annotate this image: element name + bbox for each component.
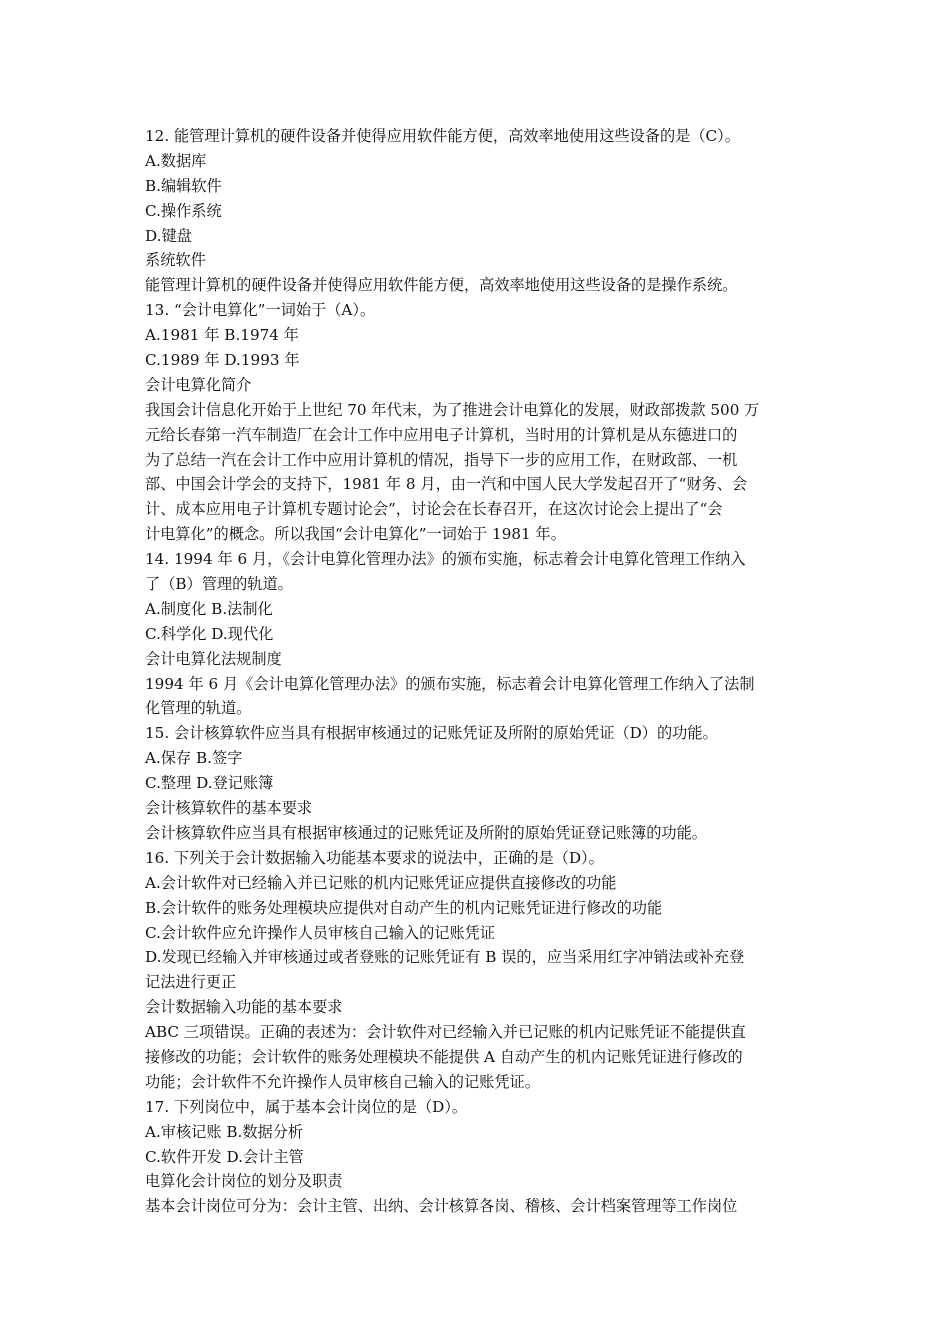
option-d-cont: 记法进行更正 — [145, 973, 237, 992]
explanation-line: 计、成本应用电子计算机专题讨论会”，讨论会在长春召开，在这次讨论会上提出了“会 — [145, 500, 723, 519]
option-c: C.会计软件应允许操作人员审核自己输入的记账凭证 — [145, 923, 496, 942]
option-d: D.发现已经输入并审核通过或者登账的记账凭证有 B 误的，应当采用红字冲销法或补充登 — [145, 948, 745, 967]
option-b: B.编辑软件 — [145, 176, 222, 195]
options-ab: A.制度化 B.法制化 — [145, 599, 273, 618]
options-cd: C.整理 D.登记账簿 — [145, 774, 274, 793]
explanation-line: 我国会计信息化开始于上世纪 70 年代末，为了推进会计电算化的发展，财政部拨款 500 万 — [145, 400, 760, 419]
explanation-line: 接修改的功能；会计软件的账务处理模块不能提供 A 自动产生的机内记账凭证进行修改的 — [145, 1047, 743, 1066]
options-cd: C.科学化 D.现代化 — [145, 624, 274, 643]
explanation-line: 部、中国会计学会的支持下，1981 年 8 月，由一汽和中国人民大学发起召开了“财务、会 — [145, 475, 748, 494]
question-16-stem: 16. 下列关于会计数据输入功能基本要求的说法中，正确的是（D）。 — [145, 848, 604, 867]
topic-heading: 系统软件 — [145, 251, 206, 270]
explanation-line: 1994 年 6 月《会计电算化管理办法》的颁布实施，标志着会计电算化管理工作纳入了法制 — [145, 674, 755, 693]
explanation-line: 计电算化”的概念。所以我国“会计电算化”一词始于 1981 年。 — [145, 525, 566, 544]
options-cd: C.软件开发 D.会计主管 — [145, 1147, 304, 1166]
explanation-line: 元给长春第一汽车制造厂在会计工作中应用电子计算机，当时用的计算机是从东德进口的 — [145, 425, 738, 444]
options-ab: A.审核记账 B.数据分析 — [145, 1122, 304, 1141]
option-d: D.键盘 — [145, 226, 192, 245]
question-13-stem: 13. “会计电算化”一词始于（A）。 — [145, 301, 376, 320]
question-14-stem: 14. 1994 年 6 月，《会计电算化管理办法》的颁布实施，标志着会计电算化管理工作纳入 — [145, 550, 746, 569]
explanation-line: 功能；会计软件不允许操作人员审核自己输入的记账凭证。 — [145, 1072, 540, 1091]
explanation-line: 为了总结一汽在会计工作中应用计算机的情况，指导下一步的应用工作，在财政部、一机 — [145, 450, 738, 469]
topic-heading: 电算化会计岗位的划分及职责 — [145, 1172, 343, 1191]
question-15-stem: 15. 会计核算软件应当具有根据审核通过的记账凭证及所附的原始凭证（D）的功能。 — [145, 724, 718, 743]
topic-heading: 会计电算化法规制度 — [145, 649, 282, 668]
explanation-line: ABC 三项错误。正确的表述为：会计软件对已经输入并已记账的机内记账凭证不能提供直 — [145, 1023, 746, 1042]
explanation-line: 化管理的轨道。 — [145, 699, 252, 718]
explanation-line: 基本会计岗位可分为：会计主管、出纳、会计核算各岗、稽核、会计档案管理等工作岗位 — [145, 1197, 738, 1216]
explanation-line: 会计核算软件应当具有根据审核通过的记账凭证及所附的原始凭证登记账簿的功能。 — [145, 823, 707, 842]
explanation-line: 能管理计算机的硬件设备并使得应用软件能方便，高效率地使用这些设备的是操作系统。 — [145, 276, 738, 295]
question-12-stem: 12. 能管理计算机的硬件设备并使得应用软件能方便，高效率地使用这些设备的是（C）。 — [145, 127, 740, 145]
topic-heading: 会计电算化简介 — [145, 375, 252, 394]
option-a: A.会计软件对已经输入并已记账的机内记账凭证应提供直接修改的功能 — [145, 873, 617, 892]
options-ab: A.保存 B.签字 — [145, 749, 243, 768]
option-b: B.会计软件的账务处理模块应提供对自动产生的机内记账凭证进行修改的功能 — [145, 898, 663, 917]
option-a: A.数据库 — [145, 151, 207, 170]
option-c: C.操作系统 — [145, 201, 222, 220]
question-14-stem-cont: 了（B）管理的轨道。 — [145, 575, 293, 594]
document-page — [145, 124, 810, 1219]
options-ab: A.1981 年 B.1974 年 — [145, 326, 299, 345]
topic-heading: 会计数据输入功能的基本要求 — [145, 998, 343, 1017]
topic-heading: 会计核算软件的基本要求 — [145, 799, 313, 818]
options-cd: C.1989 年 D.1993 年 — [145, 351, 300, 370]
question-17-stem: 17. 下列岗位中，属于基本会计岗位的是（D）。 — [145, 1097, 468, 1116]
